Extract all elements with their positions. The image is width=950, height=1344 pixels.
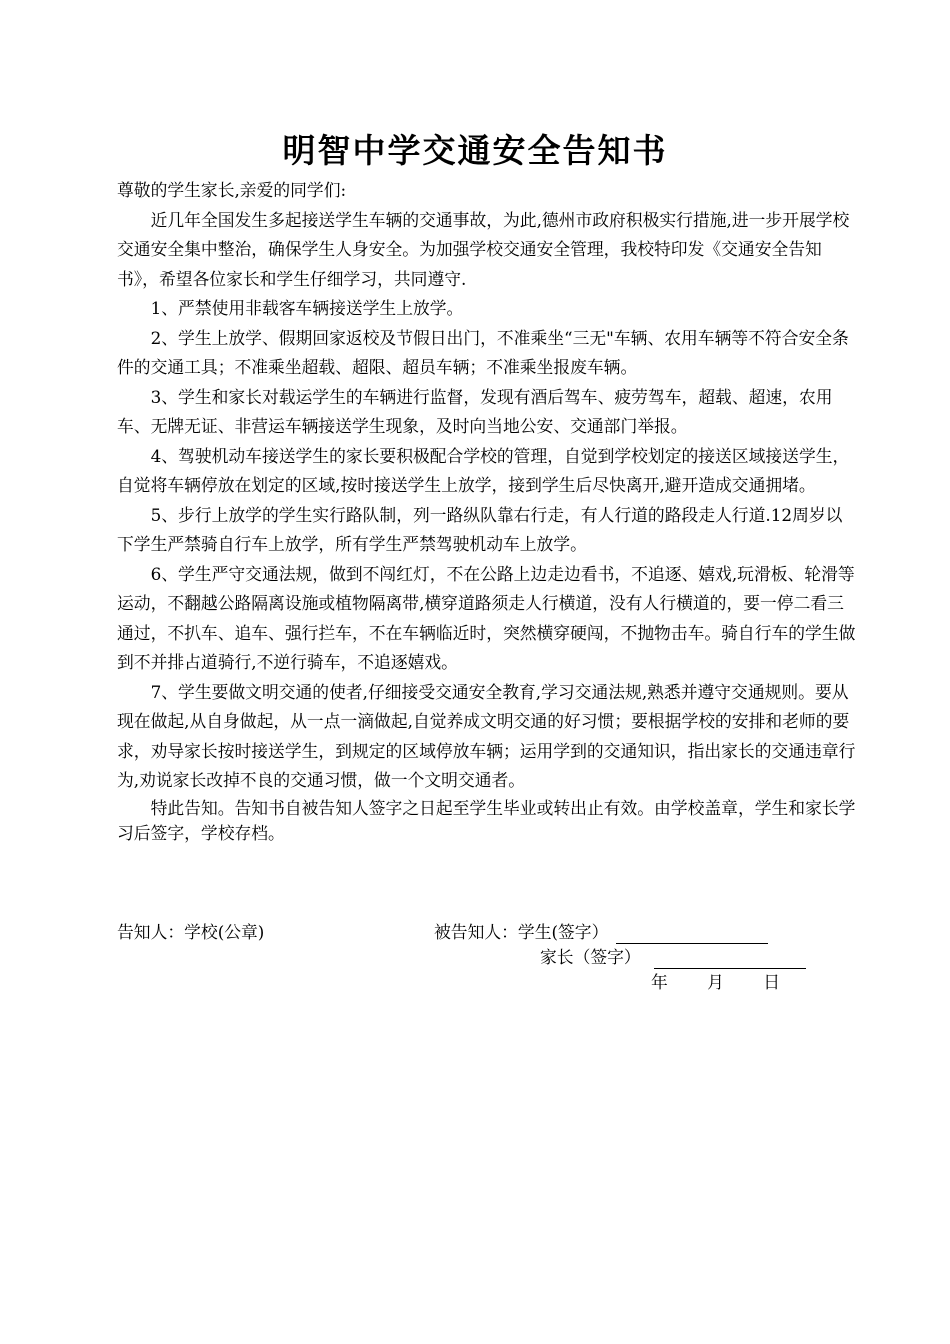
rule-item: 4、驾驶机动车接送学生的家长要积极配合学校的管理，自觉到学校划定的接送区域接送学生，自觉将车辆停放在划定的区域,按时接送学生上放学，接到学生后尽快离开,避开造成交通拥堵。 [117, 445, 850, 495]
date-row [651, 970, 814, 994]
rule-item: 2、学生上放学、假期回家返校及节假日出门，不准乘坐“三无"车辆、农用车辆等不符合安全条件的交通工具；不准乘坐超载、超限、超员车辆；不准乘坐报废车辆。 [117, 327, 849, 377]
rule-item: 7、学生要做文明交通的使者,仔细接受交通安全教育,学习交通法规,熟悉并遵守交通规则。要从现在做起,从自身做起，从一点一滴做起,自觉养成文明交通的好习惯；要根据学校的安排和老师的要求，劝导家长按时接送学生，到规定的区域停放车辆；运用学到的交通知识，指出家长的交通违章行为,劝说家长改掉不良的交通习惯，做一个文明交通者。 [117, 681, 856, 790]
date-year-label: 年 [651, 972, 668, 992]
parent-signature-row [540, 945, 806, 969]
rule-item: 5、步行上放学的学生实行路队制，列一路纵队靠右行走，有人行道的路段走人行道.12周岁以下学生严禁骑自行车上放学，所有学生严禁驾驶机动车上放学。 [117, 504, 843, 554]
date-month-label: 月 [707, 972, 724, 992]
student-signature-line[interactable] [616, 923, 768, 944]
student-signature-label: 被告知人：学生(签字） [434, 922, 609, 942]
notifier-label: 告知人：学校(公章) [117, 922, 265, 942]
parent-signature-line[interactable] [654, 948, 806, 969]
date-day-label: 日 [763, 972, 781, 992]
intro-paragraph: 近几年全国发生多起接送学生车辆的交通事故，为此,德州市政府积极实行措施,进一步开展学校交通安全集中整治，确保学生人身安全。为加强学校交通安全管理，我校特印发《交通安全告知书》，希望各位家长和学生仔细学习，共同遵守. [117, 209, 850, 289]
rule-item: 3、学生和家长对载运学生的车辆进行监督，发现有酒后驾车、疲劳驾车，超载、超速，农用车、无牌无证、非营运车辆接送学生现象，及时向当地公安、交通部门举报。 [117, 386, 833, 436]
student-signature-row [434, 920, 768, 944]
parent-signature-label: 家长（签字） [540, 947, 641, 967]
closing-paragraph: 特此告知。告知书自被告知人签字之日起至学生毕业或转出止有效。由学校盖章，学生和家长学习后签字，学校存档。 [117, 797, 856, 843]
document-body [117, 176, 857, 846]
rule-item: 1、严禁使用非载客车辆接送学生上放学。 [150, 298, 464, 318]
document-title: 明智中学交通安全告知书 [282, 131, 668, 170]
rule-item: 6、学生严守交通法规，做到不闯红灯，不在公路上边走边看书，不追逐、嬉戏,玩滑板、轮滑等运动，不翻越公路隔离设施或植物隔离带,横穿道路须走人行横道，没有人行横道的，要一停二看三通过，不扒车、追车、强行拦车，不在车辆临近时，突然横穿硬闯，不抛物击车。骑自行车的学生做到不并排占道骑行,不逆行骑车，不追逐嬉戏。 [117, 563, 856, 672]
salutation: 尊敬的学生家长,亲爱的同学们: [117, 180, 347, 200]
